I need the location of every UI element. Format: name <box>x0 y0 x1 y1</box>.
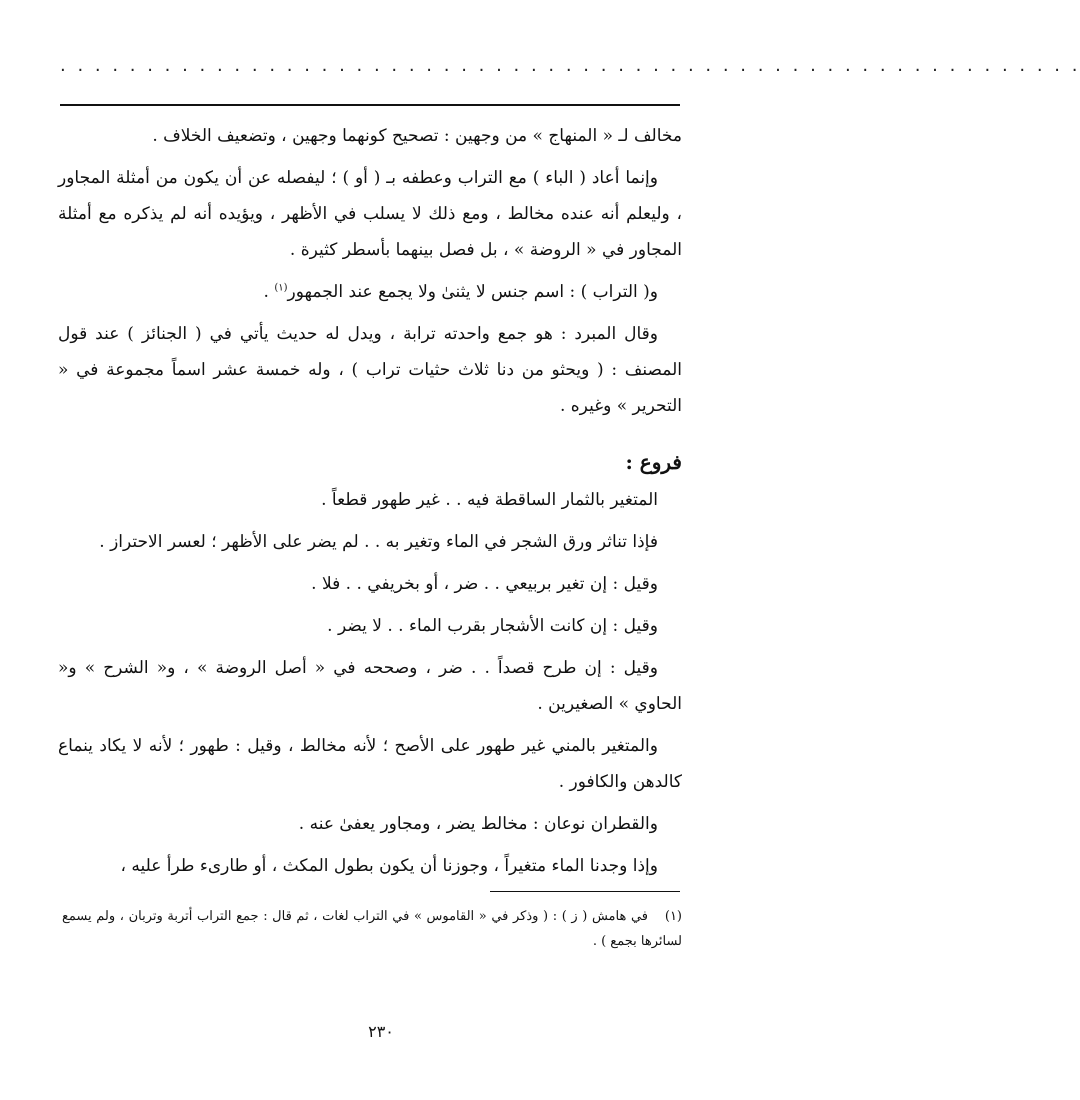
branch-6: والمتغير بالمني غير طهور على الأصح ؛ لأنه مخالط ، وقيل : طهور ؛ لأنه لا يكاد ينماع كالدهن والكافور . <box>58 736 682 792</box>
branch-5: وقيل : إن طرح قصداً . . ضر ، وصححه في « أصل الروضة » ، و« الشرح » و« الحاوي » الصغيرين . <box>58 658 682 714</box>
page-number: ٢٣٠ <box>368 1022 394 1041</box>
main-text <box>58 118 682 890</box>
header-dotted-line: . . . . . . . . . . . . . . . . . . . . . . . . . . . . . . . . . . . . . . . . . . . . . . . . . . . . . . . . . . . <box>60 55 1080 76</box>
footnote-text: في هامش ( ز ) : ( وذكر في « القاموس » في التراب لغات ، ثم قال : جمع التراب أتربة وتربان ، ولم يسمع لسائرها بجمع ) . <box>62 909 682 949</box>
paragraph-3-text: و( التراب ) : اسم جنس لا يثنىٰ ولا يجمع عند الجمهور <box>287 282 658 302</box>
paragraph-2: وإنما أعاد ( الباء ) مع التراب وعطفه بـ ( أو ) ؛ ليفصله عن أن يكون من أمثلة المجاور ، وليعلم أنه عنده مخالط ، ومع ذلك لا يسلب في الأظهر ، ويؤيده أنه لم يذكره مع أمثلة المجاور في « الروضة » ، بل فصل بينهما بأسطر كثيرة . <box>58 168 682 260</box>
paragraph-1: مخالف لـ « المنهاج » من وجهين : تصحيح كونهما وجهين ، وتضعيف الخلاف . <box>152 126 682 146</box>
footnote-rule <box>490 891 680 892</box>
branch-3: وقيل : إن تغير بربيعي . . ضر ، أو بخريفي . . فلا . <box>311 574 658 594</box>
branch-4: وقيل : إن كانت الأشجار بقرب الماء . . لا يضر . <box>327 616 658 636</box>
paragraph-4: وقال المبرد : هو جمع واحدته ترابة ، ويدل له حديث يأتي في ( الجنائز ) عند قول المصنف : ( ويحثو من دنا ثلاث حثيات تراب ) ، وله خمسة عشر اسماً مجموعة في « التحرير » وغيره . <box>58 324 682 416</box>
paragraph-3-end: . <box>263 282 275 302</box>
branch-2: فإذا تناثر ورق الشجر في الماء وتغير به . . لم يضر على الأظهر ؛ لعسر الاحتراز . <box>99 532 658 552</box>
footnote <box>62 904 682 954</box>
footnote-marker: (١) <box>664 909 682 924</box>
header-rule <box>60 104 680 106</box>
branch-8: وإذا وجدنا الماء متغيراً ، وجوزنا أن يكون بطول المكث ، أو طارىء طرأ عليه ، <box>120 856 658 876</box>
branch-1: المتغير بالثمار الساقطة فيه . . غير طهور قطعاً . <box>321 490 658 510</box>
footnote-reference: (١) <box>274 282 288 294</box>
section-heading: فروع : <box>625 450 682 474</box>
paragraph-3 <box>58 274 682 310</box>
branch-7: والقطران نوعان : مخالط يضر ، ومجاور يعفىٰ عنه . <box>298 814 658 834</box>
